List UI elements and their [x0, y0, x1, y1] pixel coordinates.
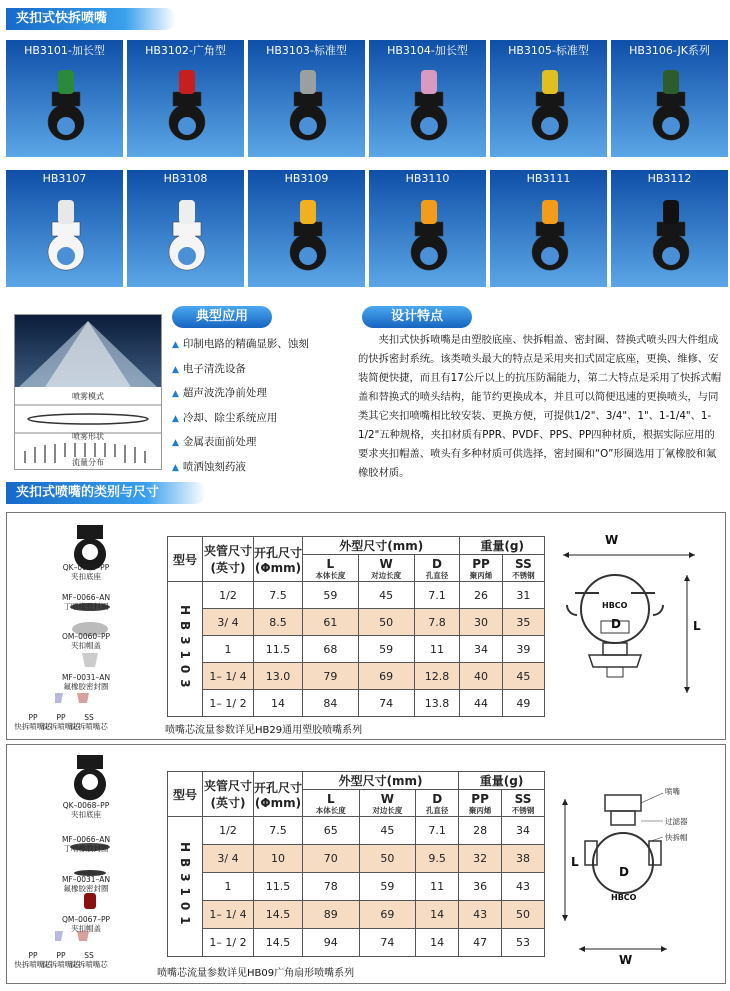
table-cell: 8.5 [254, 609, 303, 636]
table-cell: 59 [358, 636, 414, 663]
part-name: 夹扣底座 [71, 810, 101, 819]
application-item [172, 407, 352, 432]
part-label [31, 801, 141, 819]
orange-nozzle-set-icon [508, 192, 592, 280]
product-label: HB3105-标准型 [508, 44, 589, 57]
table-row [168, 663, 545, 690]
table-cell: 45 [358, 582, 414, 609]
table-cell: 47 [459, 929, 502, 957]
table-cell: 7.5 [254, 582, 303, 609]
spec-section-hb3103 [6, 512, 726, 740]
header-sub: 孔直径 [425, 805, 449, 815]
product-card [248, 40, 365, 157]
table-cell: 36 [459, 873, 502, 901]
applications-list [172, 333, 352, 480]
types-sizes-banner [6, 482, 206, 504]
applications-heading-text: 典型应用 [195, 309, 248, 324]
applications-heading [172, 306, 272, 328]
table-cell: 1– 1/ 4 [203, 663, 254, 690]
hb3101-spec-table [167, 771, 545, 957]
product-card [490, 40, 607, 157]
table-cell: 50 [502, 901, 545, 929]
flow-distribution-label: 流量分布 [58, 457, 118, 468]
table-cell: 1 [203, 873, 254, 901]
application-item [172, 333, 352, 358]
application-text: 超声波洗净前处理 [182, 387, 267, 399]
header-hole-size: 开孔尺寸(Φmm) [254, 537, 303, 582]
part-code: MF–0031–AN [61, 673, 111, 682]
pp-tip-light-icon [55, 693, 63, 703]
part-code: QK–0068–PP [62, 801, 110, 810]
table-cell: 45 [502, 663, 544, 690]
header-sub: 不锈钢 [511, 805, 535, 815]
table-cell: 3/ 4 [203, 845, 254, 873]
table-cell: 11.5 [254, 636, 303, 663]
table-cell: 34 [460, 636, 502, 663]
product-card [6, 40, 123, 157]
header-main: SS [514, 556, 532, 571]
hb3103-dim-d: D [611, 617, 621, 631]
header-sub: 孔直径 [425, 570, 449, 580]
part-label [31, 563, 141, 581]
product-card [248, 170, 365, 287]
hb3103-dim-w: W [605, 533, 619, 547]
table-cell: 31 [502, 582, 544, 609]
clamp-nozzle-dark-green-icon [629, 62, 713, 150]
product-label: HB3101-加长型 [24, 44, 105, 57]
header-model: 型号 [168, 772, 203, 817]
cap-icon [84, 893, 96, 909]
hb3101-label-body: 快拆帽 [665, 833, 688, 842]
header-ss [502, 555, 544, 582]
header-l [303, 790, 360, 817]
tip-material: PP [28, 951, 38, 960]
header-main: D [431, 556, 442, 571]
hb3103-spec-table [167, 536, 545, 717]
table-cell: 26 [460, 582, 502, 609]
hb3103-brand: HBCO [602, 601, 628, 610]
spray-shape-label: 喷雾形状 [72, 432, 104, 441]
product-label: HB3104-加长型 [387, 44, 468, 57]
product-label: HB3111 [526, 172, 571, 185]
product-card [6, 170, 123, 287]
ss-tip-icon [77, 693, 89, 703]
table-row [168, 636, 545, 663]
table-cell: 78 [303, 873, 360, 901]
header-hole-size: 开孔尺寸(Φmm) [254, 772, 303, 817]
table-cell: 50 [359, 845, 416, 873]
table-cell: 59 [303, 582, 359, 609]
header-outer-dims: 外型尺寸(mm) [303, 537, 460, 555]
table-row [168, 845, 545, 873]
table-cell: 68 [303, 636, 359, 663]
header-pp [460, 555, 502, 582]
header-sub: 聚丙烯 [468, 805, 492, 815]
clamp-nozzle-white-pair-icon [145, 192, 229, 280]
part-label [31, 593, 141, 611]
table-cell: 1/2 [203, 817, 254, 845]
header-main: SS [514, 791, 532, 806]
page-title-banner [6, 8, 176, 30]
table-cell: 49 [502, 690, 544, 717]
bullet-triangle-icon: ▲ [172, 413, 179, 424]
tip-name: 快拆喷嘴芯 [70, 960, 108, 969]
header-main: L [326, 556, 335, 571]
table-row [168, 609, 545, 636]
table-cell: 11 [414, 636, 460, 663]
application-item [172, 382, 352, 407]
header-main: D [432, 791, 443, 806]
tip-label [69, 951, 109, 969]
table-cell: 9.5 [416, 845, 459, 873]
table-cell: 1– 1/ 4 [203, 901, 254, 929]
header-d [416, 790, 459, 817]
hb3101-dim-l: L [571, 855, 579, 869]
hb3101-label-nozzle: 喷嘴 [665, 787, 680, 796]
application-item [172, 358, 352, 383]
bullet-triangle-icon: ▲ [172, 438, 179, 448]
part-name: 丁晴橡胶封圈 [63, 602, 109, 611]
header-sub: 本体长度 [315, 570, 346, 580]
header-sub: 不锈钢 [512, 570, 535, 580]
table-cell: 7.1 [416, 817, 459, 845]
table-cell: 50 [358, 609, 414, 636]
part-code: OM–0060–PP [61, 632, 110, 641]
spray-pattern-panel [14, 314, 162, 470]
header-main: L [326, 791, 335, 806]
table-cell: 14 [254, 690, 303, 717]
seal-icon [82, 653, 98, 667]
table-cell: 34 [502, 817, 545, 845]
product-grid-row-1 [6, 40, 728, 157]
part-code: QM–0067–PP [61, 915, 110, 924]
table-cell: 1– 1/ 2 [203, 929, 254, 957]
product-card [127, 40, 244, 157]
application-text: 喷洒蚀刻药液 [182, 460, 246, 473]
product-label: HB3107 [42, 172, 87, 185]
product-grid-row-2 [6, 170, 728, 287]
features-heading-text: 设计特点 [390, 309, 443, 324]
tip-material: SS [84, 951, 94, 960]
header-sub: 本体长度 [315, 805, 346, 815]
part-name: 夹扣帽盖 [71, 641, 101, 650]
part-name: 夹扣帽盖 [71, 924, 101, 933]
application-item [172, 456, 352, 481]
header-main: PP [472, 556, 490, 571]
clamp-nozzle-white-set-icon [24, 192, 108, 280]
tip-name: 快拆喷嘴芯 [14, 960, 52, 969]
spec-section-hb3101 [6, 744, 726, 984]
table-cell: 13.0 [254, 663, 303, 690]
features-description: 夹扣式快拆喷嘴是由塑胶底座、快拆帽盖、密封圈、替换式喷头四大件组成的快拆密封系统。该类喷头最大的特点是采用夹扣式固定底座，更换、维修、安装简便快捷，而且有17公斤以上的抗压防漏能力，第二大特点是采用了快拆式帽盖和替换式的喷头结构，能节约更换成本，并且可以简便迅速的更换喷头，与同类其它夹扣喷嘴相比较安装、更换方便，可提供1/2"、3/4"、1"、1-1/4"、1-1/2"五种规格，夹扣材质有PPR、PVDF、PPS、PP四种材质，根据实际应用的要求夹扣帽盖、喷头有多种材质可供选择，密封圈和“O”形圈选用丁氰橡胶和氟橡胶材质。 [358, 334, 722, 479]
tip-name: 快拆喷嘴芯 [42, 960, 80, 969]
model-cell: HB3103 [168, 582, 203, 717]
header-l [303, 555, 359, 582]
part-name: 氟橡胶密封圈 [63, 884, 109, 893]
product-label: HB3106-JK系列 [629, 44, 710, 57]
part-label [31, 632, 141, 650]
hb3103-flow-note: 喷嘴芯流量参数详见HB29通用塑胶喷嘴系列 [165, 725, 363, 736]
table-cell: 14.5 [254, 901, 303, 929]
product-label: HB3110 [405, 172, 450, 185]
table-cell: 14 [416, 929, 459, 957]
table-cell: 1– 1/ 2 [203, 690, 254, 717]
table-cell: 35 [502, 609, 544, 636]
table-cell: 13.8 [414, 690, 460, 717]
table-cell: 44 [460, 690, 502, 717]
table-cell: 43 [459, 901, 502, 929]
clamp-nozzle-pink-icon [387, 62, 471, 150]
table-cell: 43 [502, 873, 545, 901]
black-clamp-set-icon [629, 192, 713, 280]
product-card [369, 170, 486, 287]
table-row [168, 929, 545, 957]
tip-material: PP [56, 951, 66, 960]
product-label: HB3102-广角型 [145, 44, 226, 57]
part-label [31, 835, 141, 853]
product-label: HB3109 [284, 172, 329, 185]
table-row [168, 873, 545, 901]
hb3103-dim-l: L [693, 619, 701, 633]
table-cell: 65 [303, 817, 360, 845]
table-cell: 53 [502, 929, 545, 957]
hb3101-dimension-diagram [555, 781, 705, 971]
tip-material: SS [84, 713, 94, 722]
bullet-triangle-icon: ▲ [172, 389, 179, 399]
table-cell: 12.8 [414, 663, 460, 690]
model-cell: HB3101 [168, 817, 203, 957]
tip-name: 快拆喷嘴芯 [70, 722, 108, 731]
types-sizes-title: 夹扣式喷嘴的类别与尺寸 [16, 485, 160, 500]
header-sub: 聚丙烯 [469, 570, 493, 580]
orange-swivel-nozzle-icon [387, 192, 471, 280]
header-pipe-size: 夹管尺寸(英寸) [203, 537, 254, 582]
part-label [31, 875, 141, 893]
table-cell: 7.1 [414, 582, 460, 609]
table-cell: 84 [303, 690, 359, 717]
part-name: 丁晴橡胶封圈 [63, 844, 109, 853]
table-row [168, 690, 545, 717]
part-label [31, 673, 141, 691]
application-item [172, 431, 352, 456]
clamp-nozzle-green-icon [24, 62, 108, 150]
tip-material: PP [56, 713, 66, 722]
hb3101-dim-w: W [619, 953, 633, 967]
table-cell: 61 [303, 609, 359, 636]
clamp-nozzle-yellow-icon [508, 62, 592, 150]
table-cell: 1/2 [203, 582, 254, 609]
clamp-base-icon [74, 755, 106, 800]
table-cell: 32 [459, 845, 502, 873]
tip-name: 快拆喷嘴芯 [14, 722, 52, 731]
spray-mode-label: 喷雾模式 [72, 392, 104, 401]
product-card [490, 170, 607, 287]
application-text: 印制电路的精确显影、蚀刻 [182, 338, 309, 350]
clamp-nozzle-grey-icon [266, 62, 350, 150]
table-cell: 3/ 4 [203, 609, 254, 636]
product-card [369, 40, 486, 157]
table-cell: 94 [303, 929, 360, 957]
bullet-triangle-icon: ▲ [172, 462, 179, 473]
header-model: 型号 [168, 537, 203, 582]
header-w [358, 555, 414, 582]
table-cell: 74 [359, 929, 416, 957]
tip-name: 快拆喷嘴芯 [42, 722, 80, 731]
nozzle-tips-set-icon [266, 192, 350, 280]
bullet-triangle-icon: ▲ [172, 340, 179, 350]
header-sub: 对边长度 [372, 805, 403, 815]
part-code: MF–0031–AN [61, 875, 111, 884]
table-cell: 38 [502, 845, 545, 873]
header-pipe-size: 夹管尺寸(英寸) [203, 772, 254, 817]
table-cell: 11.5 [254, 873, 303, 901]
hb3101-label-filter: 过滤器 [665, 817, 688, 826]
table-cell: 45 [359, 817, 416, 845]
product-card [611, 170, 728, 287]
page-title: 夹扣式快拆喷嘴 [16, 11, 108, 26]
tip-label [69, 713, 109, 731]
header-ss [502, 790, 545, 817]
table-cell: 30 [460, 609, 502, 636]
table-cell: 7.5 [254, 817, 303, 845]
table-cell: 14.5 [254, 929, 303, 957]
tip-material: PP [28, 713, 38, 722]
header-sub: 对边长度 [371, 570, 402, 580]
product-label: HB3108 [163, 172, 208, 185]
header-d [414, 555, 460, 582]
features-heading [362, 306, 472, 328]
table-cell: 10 [254, 845, 303, 873]
hb3101-flow-note: 喷嘴芯流量参数详见HB09广角扇形喷嘴系列 [157, 968, 355, 979]
header-outer-dims: 外型尺寸(mm) [303, 772, 459, 790]
part-name: 氟橡胶密封圈 [63, 682, 109, 691]
table-cell: 59 [359, 873, 416, 901]
header-main: PP [471, 791, 489, 806]
header-weight: 重量(g) [460, 537, 545, 555]
product-card [611, 40, 728, 157]
part-code: MF–0066–AN [61, 593, 111, 602]
clamp-nozzle-red-icon [145, 62, 229, 150]
table-cell: 39 [502, 636, 544, 663]
application-text: 金属表面前处理 [182, 436, 257, 448]
table-cell: 89 [303, 901, 360, 929]
hb3103-dimension-diagram [555, 543, 705, 723]
part-code: MF–0066–AN [61, 835, 111, 844]
table-cell: 14 [416, 901, 459, 929]
table-cell: 69 [359, 901, 416, 929]
part-name: 夹扣底座 [71, 572, 101, 581]
table-cell: 7.8 [414, 609, 460, 636]
table-cell: 69 [358, 663, 414, 690]
table-cell: 79 [303, 663, 359, 690]
header-w [359, 790, 416, 817]
table-row [168, 817, 545, 845]
table-cell: 70 [303, 845, 360, 873]
application-text: 冷却、除尘系统应用 [182, 411, 278, 424]
application-text: 电子清洗设备 [182, 362, 246, 375]
hb3101-dim-d: D [619, 865, 629, 879]
part-code: QK–0065–PP [62, 563, 110, 572]
product-card [127, 170, 244, 287]
table-row [168, 901, 545, 929]
header-pp [459, 790, 502, 817]
hb3101-brand: HBCO [611, 893, 637, 902]
header-main: W [379, 556, 393, 571]
product-label: HB3103-标准型 [266, 44, 347, 57]
product-label: HB3112 [647, 172, 692, 185]
table-cell: 74 [358, 690, 414, 717]
header-main: W [380, 791, 395, 806]
part-label [31, 915, 141, 933]
table-cell: 28 [459, 817, 502, 845]
bullet-triangle-icon: ▲ [172, 364, 179, 375]
table-cell: 11 [416, 873, 459, 901]
header-weight: 重量(g) [459, 772, 545, 790]
table-row [168, 582, 545, 609]
table-cell: 1 [203, 636, 254, 663]
table-cell: 40 [460, 663, 502, 690]
